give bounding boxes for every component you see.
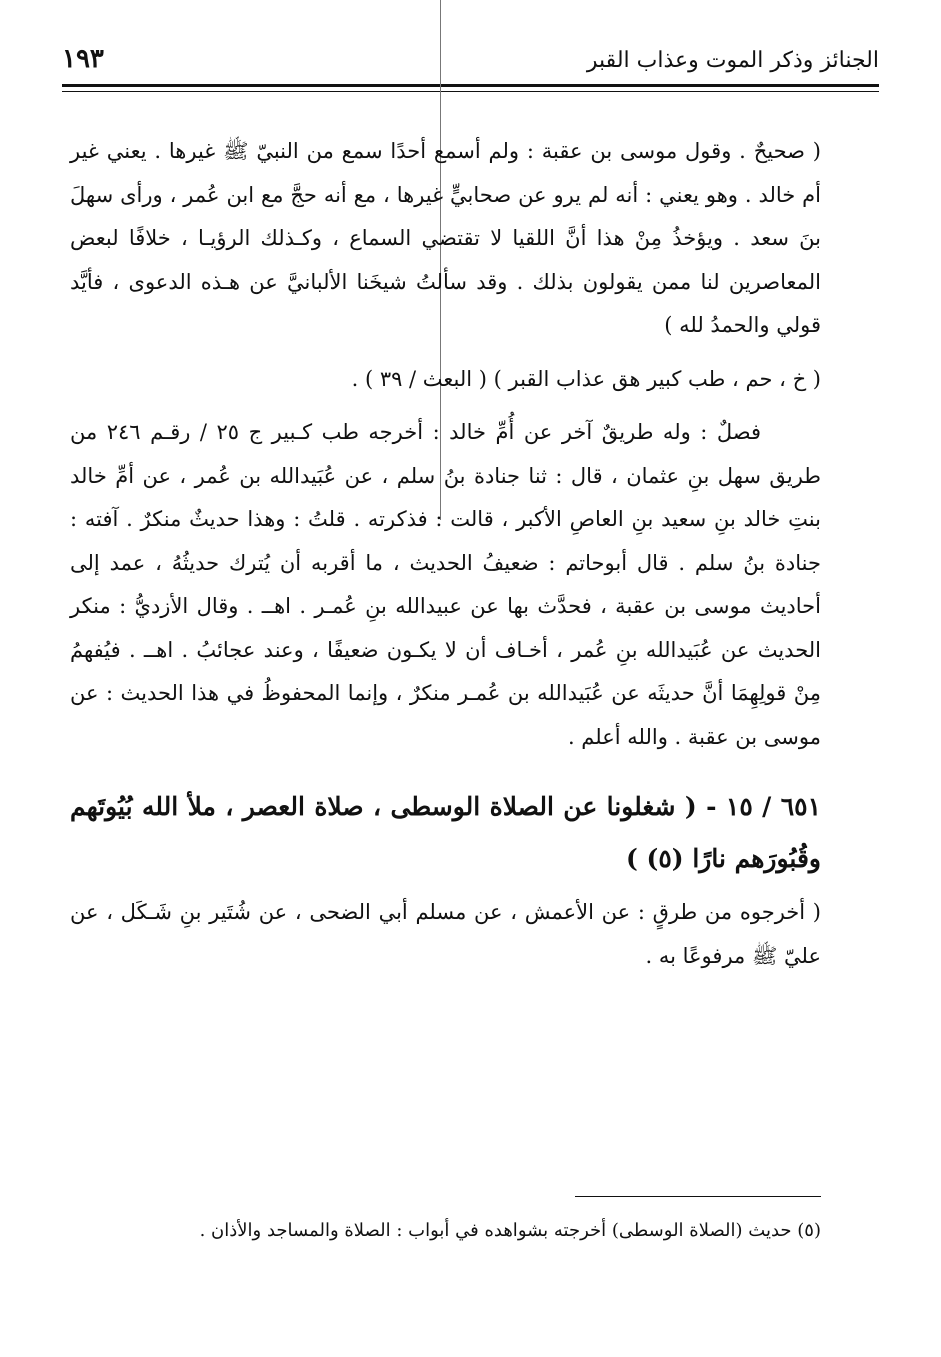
footnote: (٥) حديث (الصلاة الوسطى) أخرجته بشواهده في أبواب : الصلاة والمساجد والأذان . [199, 1220, 821, 1241]
header-rule-thick [62, 84, 879, 87]
paragraph-sources: ( خ ، حم ، طب كبير هق عذاب القبر ) ( البعث / ٣٩ ) . [351, 366, 821, 391]
running-header [62, 40, 879, 78]
paragraph-fasl: فصلٌ : وله طريقٌ آخر عن أُمِّ خالد : أخرجه طب كـبير ج ٢٥ / رقـم ٢٤٦ من طريق سهل بنِ عثمان ، قال : ثنا جنادة بنُ سلم ، عن عُبَيدالله بن عُمر ، عن أمِّ خالد بنتِ خالد بنِ سعيد بنِ العاصِ الأكبر ، قالت : فذكرته . قلتُ : وهذا حديثٌ منكرٌ . آفته : جنادة بنُ سلم . قال أبوحاتم : ضعيفُ الحديث ، ما أقربه أن يُترك حديثُهُ ، عمد إلى أحاديث موسى بن عقبة ، فحدَّث بها عن عبيدالله بنِ عُمـر . اهــ . وقال الأزديُّ : منكر الحديث عن عُبَيدالله بنِ عُمر ، أخـاف أن لا يكـون ضعيفًا ، وعند عجائبُ . اهــ . فيُفهمُ مِنْ قولِهِمَا أنَّ حديثَه عن عُبَيدالله بن عُمـر منكرٌ ، وإنما المحفوظُ في هذا الحديث : عن موسى بن عقبة . والله أعلم . [70, 420, 821, 749]
main-text [70, 130, 821, 978]
paragraph-takhrij: ( أخرجوه من طرقٍ : عن الأعمش ، عن مسلم أبي الضحى ، عن شُتَير بنِ شَـكَل ، عن عليّ ﷺ مرفوعًا به . [70, 900, 821, 968]
running-title: الجنائز وذكر الموت وعذاب القبر [586, 48, 879, 73]
header-rule-thin [62, 91, 879, 92]
hadith-heading: ٦٥١ / ١٥ - ( شغلونا عن الصلاة الوسطى ، صلاة العصر ، ملأ الله بُيُوتَهم وقُبُورَهم نارًا (٥) ) [70, 792, 822, 873]
paragraph-sahih-note: ( صحيحٌ . وقول موسى بن عقبة : ولم أسمع أحدًا سمع من النبيّ ﷺ غيرها . يعني غير أم خالد . وهو يعني : أنه لم يرو عن صحابيٍّ غيرها ، مع أنه حجَّ مع ابن عُمر ، ورأى سهلَ بنَ سعد . ويؤخذُ مِنْ هذا أنَّ اللقيا لا تقتضي السماع ، وكـذلك الرؤيـا ، خلافًا لبعض المعاصرين لنا ممن يقولون بذلك . وقد سألتُ شيخَنا الألبانيَّ عن هـذه الدعوى ، فأيَّد قولي والحمدُ لله ) [70, 139, 822, 337]
page-number: ١٩٣ [62, 44, 104, 74]
footnote-rule [575, 1196, 821, 1197]
